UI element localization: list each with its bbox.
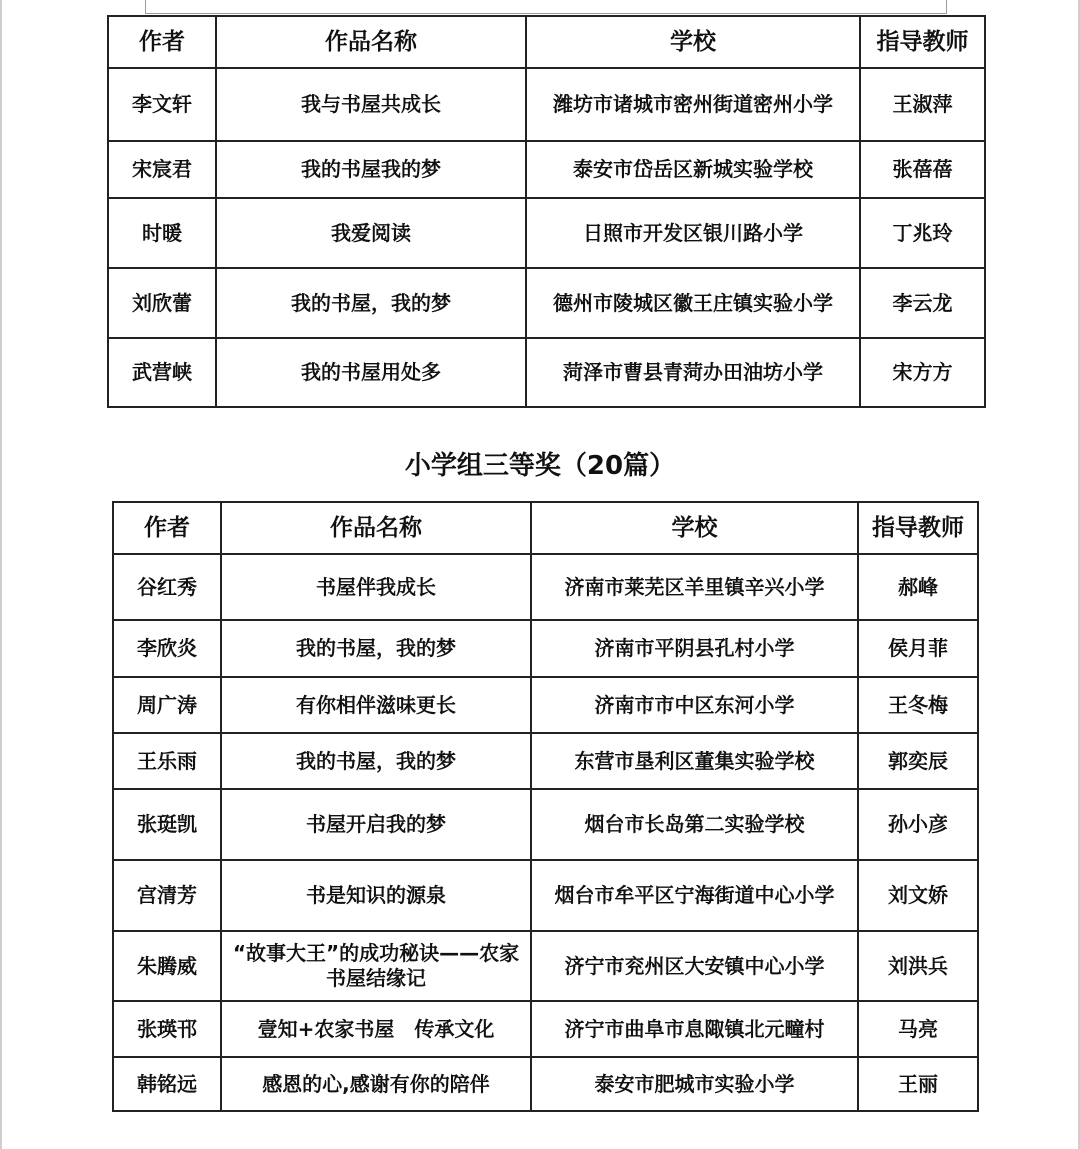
table-row	[113, 931, 978, 1001]
cell-author: 时暖	[108, 198, 216, 268]
cell-work: 我与书屋共成长	[216, 68, 526, 141]
table-row	[108, 268, 985, 338]
cell-work: 我的书屋我的梦	[216, 141, 526, 198]
cell-teacher: 张蓓蓓	[860, 141, 985, 198]
header-author: 作者	[113, 502, 221, 554]
table-header-row	[113, 502, 978, 554]
cell-author: 张瑛邗	[113, 1001, 221, 1057]
cell-school: 济宁市兖州区大安镇中心小学	[531, 931, 858, 1001]
cell-teacher: 孙小彦	[858, 789, 978, 860]
cell-school: 日照市开发区银川路小学	[526, 198, 860, 268]
cell-teacher: 宋方方	[860, 338, 985, 407]
cell-school: 济南市平阴县孔村小学	[531, 620, 858, 677]
cell-teacher: 马亮	[858, 1001, 978, 1057]
cell-school: 东营市垦利区董集实验学校	[531, 733, 858, 789]
table-row	[113, 860, 978, 931]
table-row	[108, 68, 985, 141]
header-school: 学校	[526, 16, 860, 68]
cell-school: 泰安市肥城市实验小学	[531, 1057, 858, 1111]
cell-work: 我的书屋，我的梦	[221, 733, 531, 789]
cell-teacher: 郭奕辰	[858, 733, 978, 789]
table-row	[108, 141, 985, 198]
cell-work: 书是知识的源泉	[221, 860, 531, 931]
header-work: 作品名称	[221, 502, 531, 554]
cell-author: 宋宸君	[108, 141, 216, 198]
cell-teacher: 刘文娇	[858, 860, 978, 931]
cell-author: 韩铭远	[113, 1057, 221, 1111]
header-author: 作者	[108, 16, 216, 68]
table-row	[113, 1001, 978, 1057]
header-teacher: 指导教师	[858, 502, 978, 554]
header-teacher: 指导教师	[860, 16, 985, 68]
cell-teacher: 王淑萍	[860, 68, 985, 141]
cell-teacher: 侯月菲	[858, 620, 978, 677]
cell-school: 德州市陵城区徽王庄镇实验小学	[526, 268, 860, 338]
table-row	[113, 620, 978, 677]
header-school: 学校	[531, 502, 858, 554]
cell-school: 潍坊市诸城市密州街道密州小学	[526, 68, 860, 141]
cell-work: 我的书屋，我的梦	[216, 268, 526, 338]
cell-teacher: 郝峰	[858, 554, 978, 620]
header-work: 作品名称	[216, 16, 526, 68]
cell-teacher: 王丽	[858, 1057, 978, 1111]
table-row	[113, 789, 978, 860]
cell-school: 济宁市曲阜市息陬镇北元疃村	[531, 1001, 858, 1057]
previous-table-border	[145, 0, 146, 14]
cell-work: 感恩的心,感谢有你的陪伴	[221, 1057, 531, 1111]
cell-school: 菏泽市曹县青菏办田油坊小学	[526, 338, 860, 407]
section-title: 小学组三等奖（20篇）	[404, 451, 676, 481]
table-row	[113, 677, 978, 733]
cell-school: 烟台市牟平区宁海街道中心小学	[531, 860, 858, 931]
previous-table-rule	[145, 13, 947, 14]
cell-school: 烟台市长岛第二实验学校	[531, 789, 858, 860]
award-table-third-prize	[112, 501, 979, 1112]
cell-work: “故事大王”的成功秘诀——农家书屋结缘记	[221, 931, 531, 1001]
cell-school: 济南市市中区东河小学	[531, 677, 858, 733]
table-row	[108, 198, 985, 268]
cell-work: 书屋伴我成长	[221, 554, 531, 620]
award-table-second-prize	[107, 15, 986, 408]
cell-work: 壹知+农家书屋 传承文化	[221, 1001, 531, 1057]
cell-author: 朱腾威	[113, 931, 221, 1001]
cell-school: 济南市莱芜区羊里镇辛兴小学	[531, 554, 858, 620]
cell-work: 我的书屋用处多	[216, 338, 526, 407]
cell-author: 宫清芳	[113, 860, 221, 931]
table-row	[113, 554, 978, 620]
cell-author: 王乐雨	[113, 733, 221, 789]
cell-work: 有你相伴滋味更长	[221, 677, 531, 733]
cell-teacher: 王冬梅	[858, 677, 978, 733]
cell-author: 李文轩	[108, 68, 216, 141]
cell-author: 谷红秀	[113, 554, 221, 620]
cell-teacher: 李云龙	[860, 268, 985, 338]
table-row	[113, 1057, 978, 1111]
table-row	[108, 338, 985, 407]
cell-work: 书屋开启我的梦	[221, 789, 531, 860]
cell-author: 刘欣蕾	[108, 268, 216, 338]
cell-author: 张珽凯	[113, 789, 221, 860]
cell-author: 周广涛	[113, 677, 221, 733]
cell-author: 武营峡	[108, 338, 216, 407]
page-edge-left	[0, 0, 2, 1149]
cell-teacher: 丁兆玲	[860, 198, 985, 268]
cell-school: 泰安市岱岳区新城实验学校	[526, 141, 860, 198]
cell-author: 李欣炎	[113, 620, 221, 677]
table-header-row	[108, 16, 985, 68]
cell-work: 我的书屋，我的梦	[221, 620, 531, 677]
table-row	[113, 733, 978, 789]
previous-table-border	[946, 0, 947, 14]
cell-teacher: 刘洪兵	[858, 931, 978, 1001]
cell-work: 我爱阅读	[216, 198, 526, 268]
